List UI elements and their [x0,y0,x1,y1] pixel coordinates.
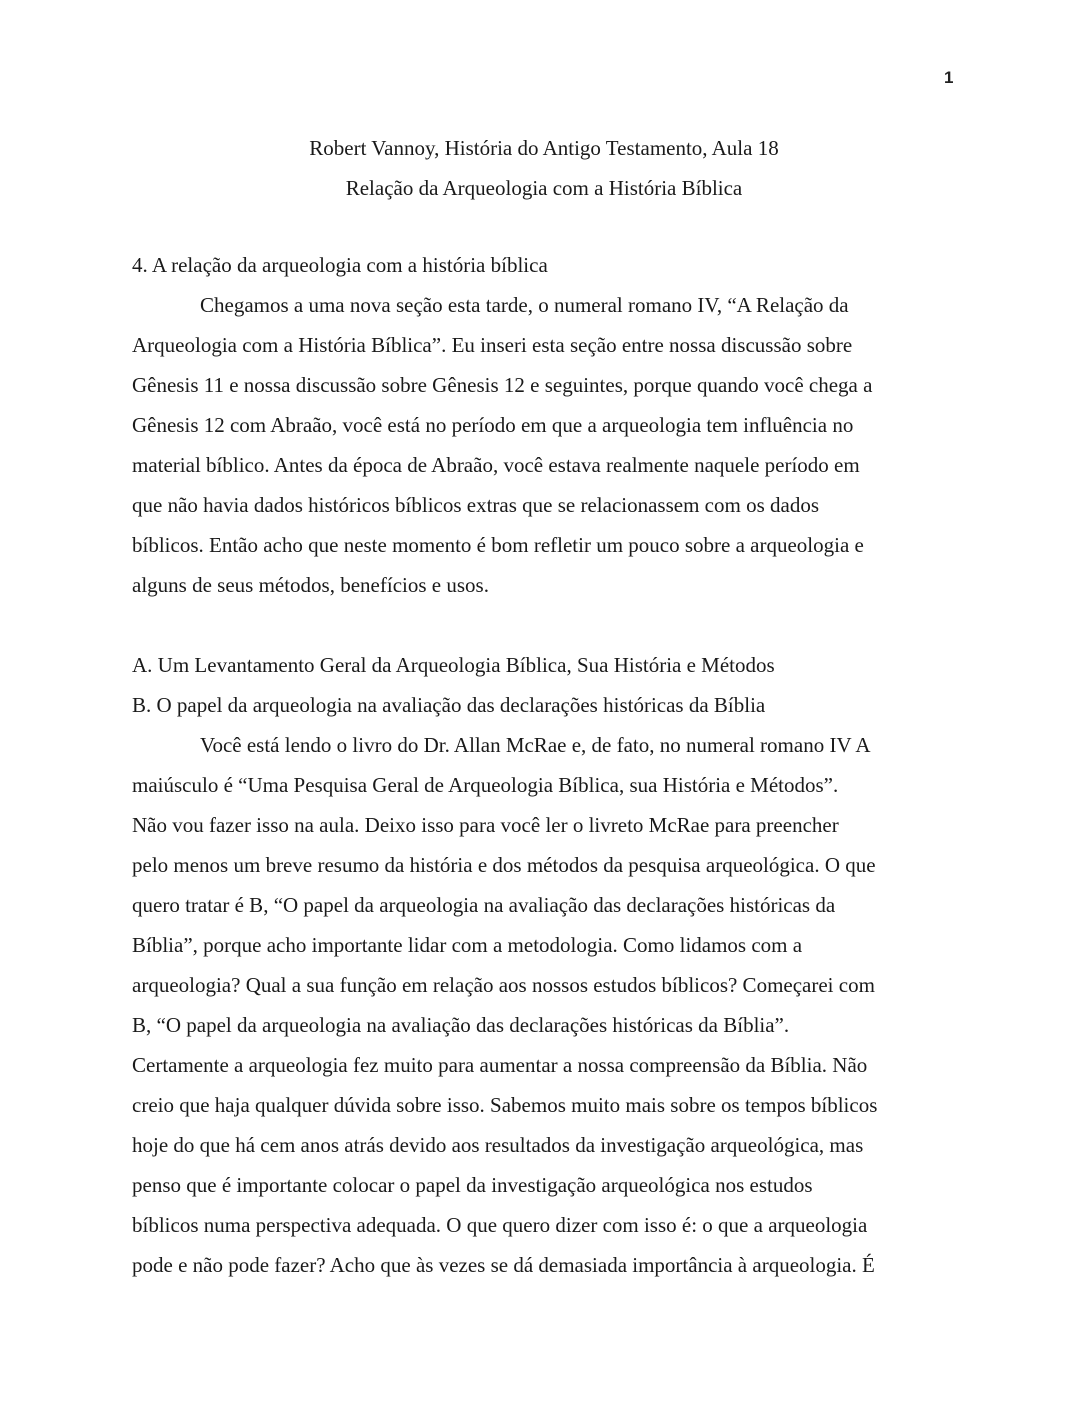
paragraph-line: Chegamos a uma nova seção esta tarde, o numeral romano IV, “A Relação da [200,293,849,317]
paragraph-line: Você está lendo o livro do Dr. Allan McRae e, de fato, no numeral romano IV A [200,733,871,757]
paragraph-line: Arqueologia com a História Bíblica”. Eu inseri esta seção entre nossa discussão sobre [132,333,853,357]
title-block [0,128,1088,208]
paragraph-line: creio que haja qualquer dúvida sobre isso. Sabemos muito mais sobre os tempos bíblicos [132,1093,878,1117]
section-b-paragraph [132,725,956,1285]
paragraph-line: pode e não pode fazer? Acho que às vezes se dá demasiada importância à arqueologia. É [132,1253,875,1277]
paragraph-line: Não vou fazer isso na aula. Deixo isso para você ler o livreto McRae para preencher [132,813,839,837]
paragraph-line: Certamente a arqueologia fez muito para aumentar a nossa compreensão da Bíblia. Não [132,1053,868,1077]
paragraph-line: material bíblico. Antes da época de Abraão, você estava realmente naquele período em [132,453,860,477]
paragraph-line: B, “O papel da arqueologia na avaliação das declarações históricas da Bíblia”. [132,1013,790,1037]
paragraph-line: hoje do que há cem anos atrás devido aos resultados da investigação arqueológica, mas [132,1133,864,1157]
section-4-paragraph [132,285,956,605]
paragraph-line: bíblicos numa perspectiva adequada. O que quero dizer com isso é: o que a arqueologia [132,1213,868,1237]
paragraph-line: pelo menos um breve resumo da história e dos métodos da pesquisa arqueológica. O que [132,853,876,877]
paragraph-line: alguns de seus métodos, benefícios e usos. [132,573,489,597]
section-b-heading: B. O papel da arqueologia na avaliação das declarações históricas da Bíblia [132,693,766,717]
section-a-heading: A. Um Levantamento Geral da Arqueologia Bíblica, Sua História e Métodos [132,653,775,677]
document-body [132,245,956,1285]
paragraph-line: maiúsculo é “Uma Pesquisa Geral de Arqueologia Bíblica, sua História e Métodos”. [132,773,839,797]
paragraph-line: Bíblia”, porque acho importante lidar com a metodologia. Como lidamos com a [132,933,803,957]
section-spacer [132,605,956,645]
paragraph-line: penso que é importante colocar o papel da investigação arqueológica nos estudos [132,1173,813,1197]
paragraph-line: quero tratar é B, “O papel da arqueologia na avaliação das declarações históricas da [132,893,836,917]
page-number: 1 [944,68,954,87]
paragraph-line: bíblicos. Então acho que neste momento é bom refletir um pouco sobre a arqueologia e [132,533,864,557]
paragraph-line: Gênesis 11 e nossa discussão sobre Gênesis 12 e seguintes, porque quando você chega a [132,373,873,397]
document-title: Robert Vannoy, História do Antigo Testamento, Aula 18 [309,136,779,160]
paragraph-line: que não havia dados históricos bíblicos extras que se relacionassem com os dados [132,493,819,517]
document-subtitle: Relação da Arqueologia com a História Bíblica [345,176,743,200]
paragraph-line: Gênesis 12 com Abraão, você está no período em que a arqueologia tem influência no [132,413,854,437]
paragraph-line: arqueologia? Qual a sua função em relação aos nossos estudos bíblicos? Começarei com [132,973,875,997]
section-4-heading: 4. A relação da arqueologia com a história bíblica [132,253,548,277]
